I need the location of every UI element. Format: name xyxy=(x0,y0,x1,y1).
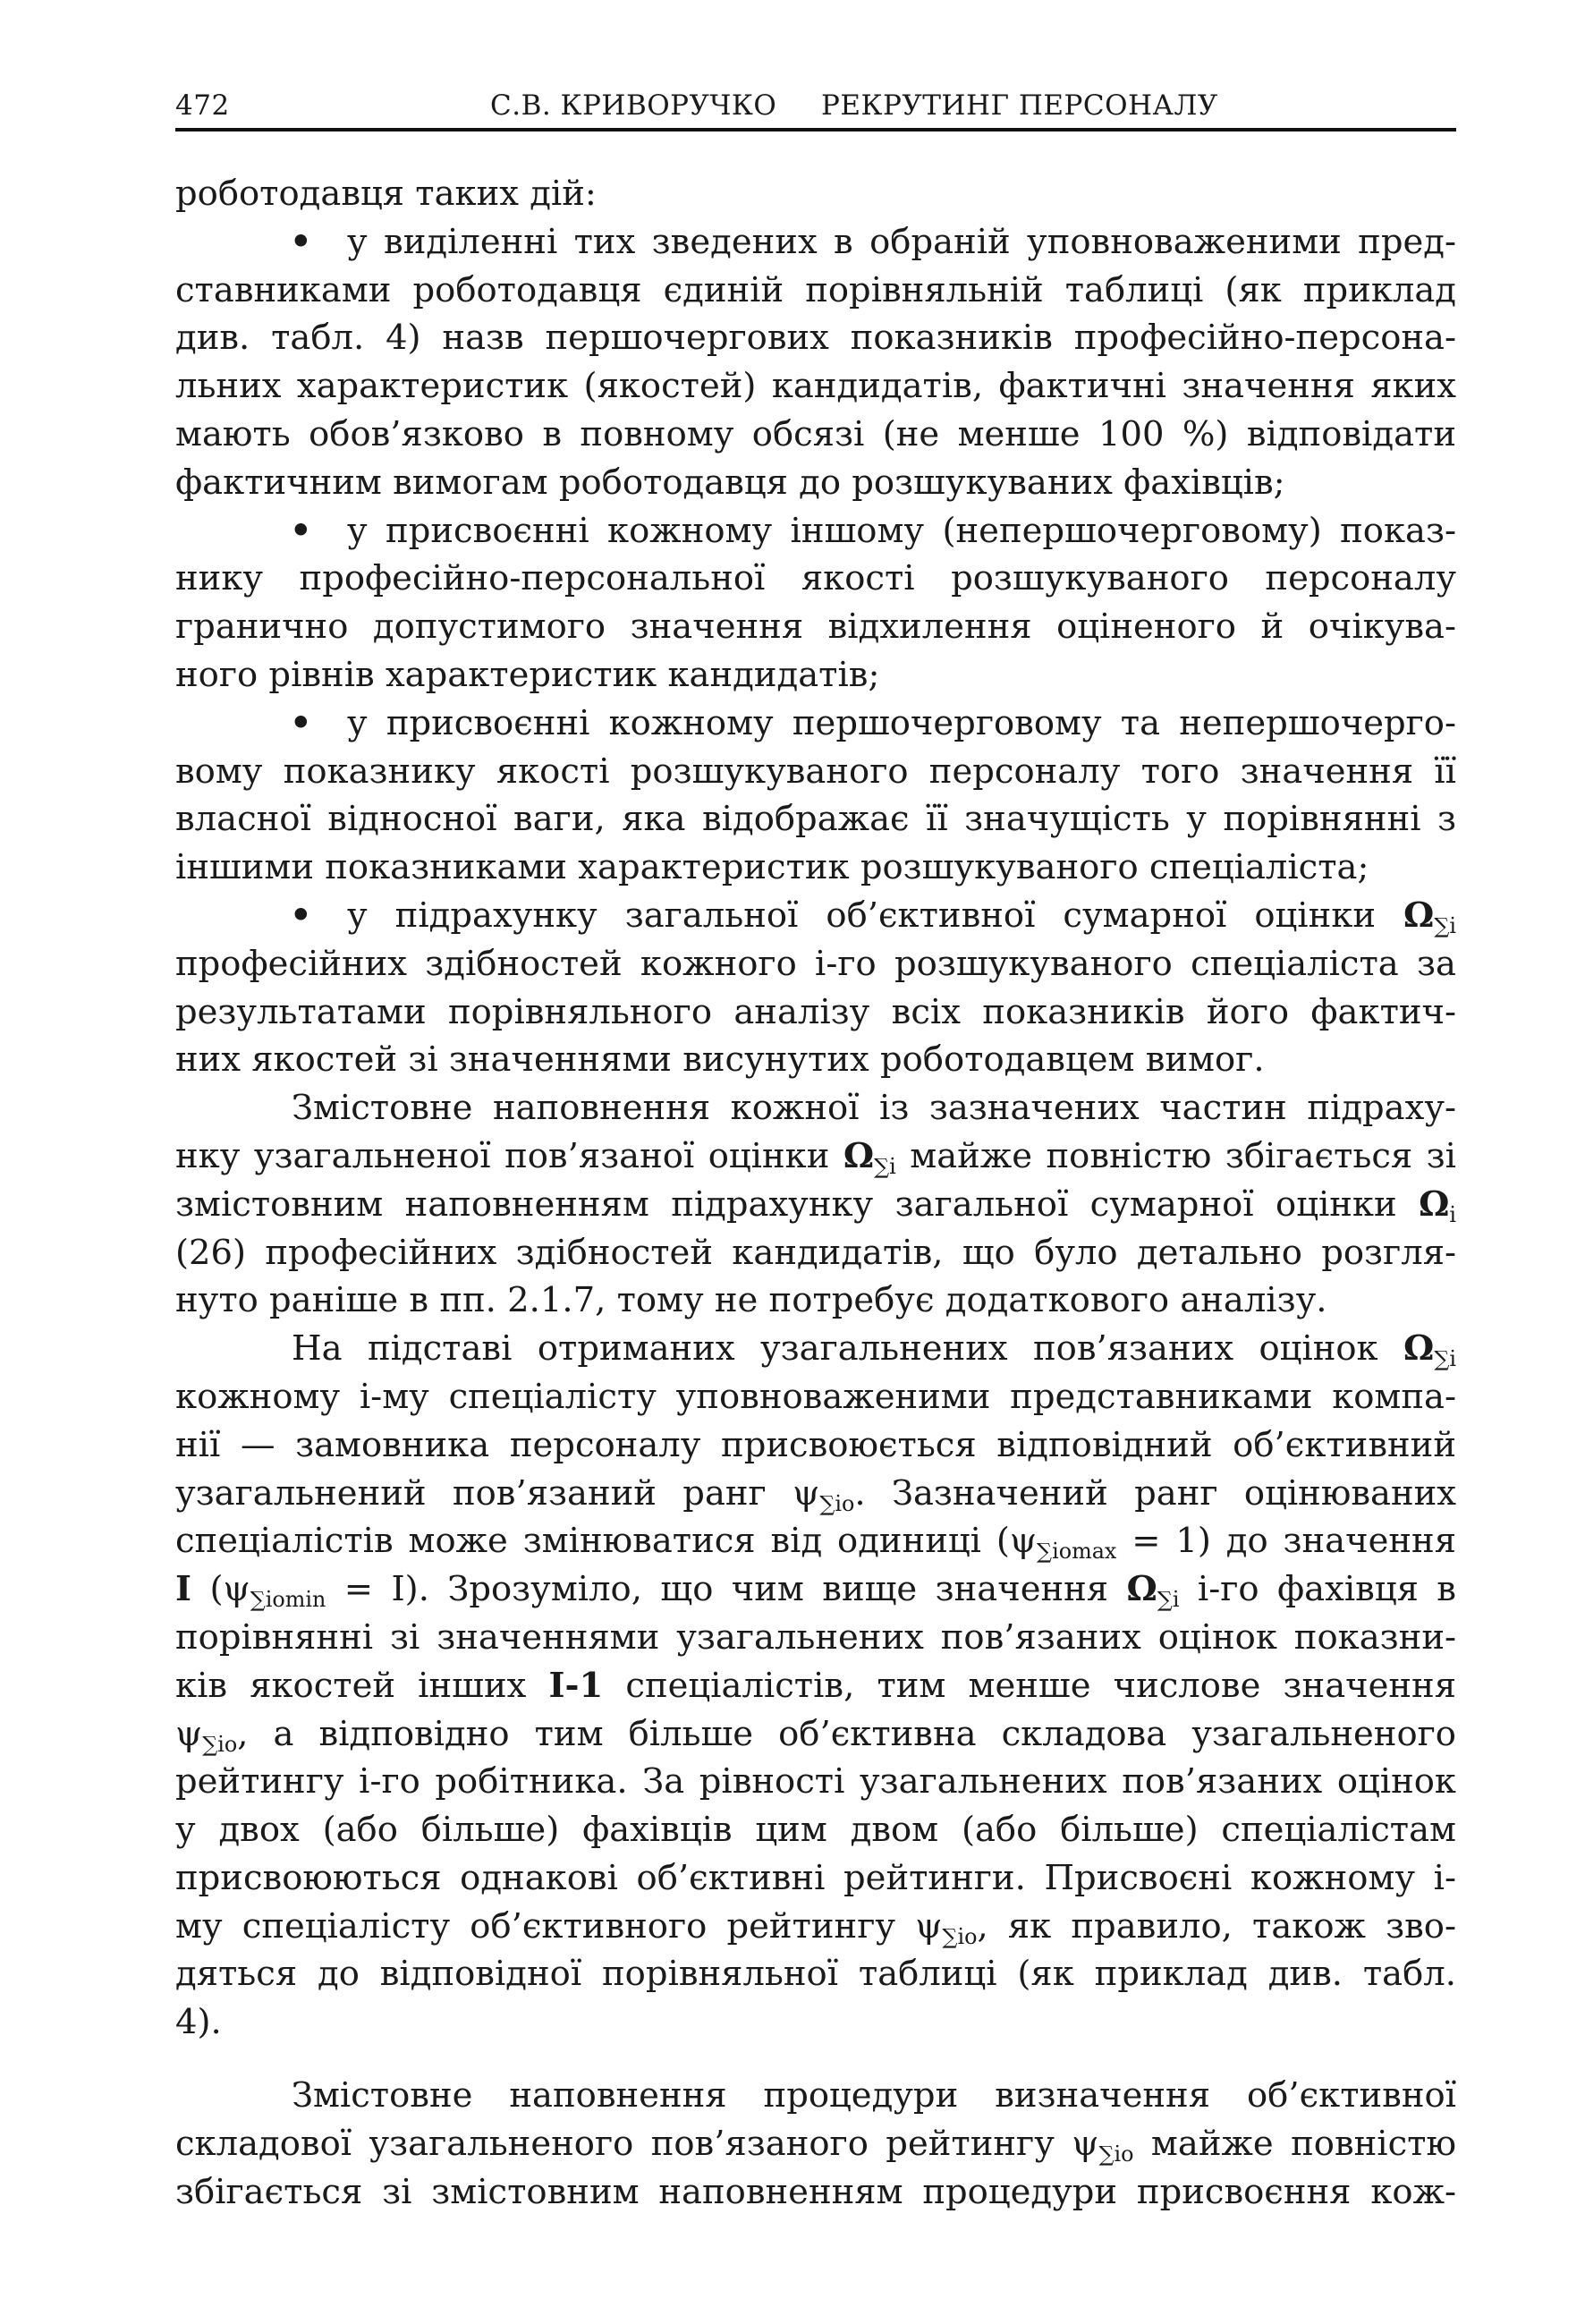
list-item xyxy=(175,700,1456,748)
math-subscript: ∑i xyxy=(1434,912,1456,938)
math-subscript: ∑i xyxy=(1157,1587,1180,1613)
line-text: спеціалістів, тим менше числове значення xyxy=(625,1665,1456,1706)
text-line xyxy=(175,1132,1456,1181)
header-rule xyxy=(175,128,1456,131)
line-text: , а відповідно тим більше об’єктивна складова узагальненого xyxy=(237,1713,1456,1754)
page-header xyxy=(175,86,1456,129)
line-text: . Зазначений ранг оцінюваних xyxy=(854,1472,1456,1514)
psi-symbol: ψ xyxy=(792,1472,820,1514)
text-line: (26) професійних здібностей кандидатів, що було детально розгля- xyxy=(175,1232,1456,1273)
psi-symbol: ψ xyxy=(915,1905,943,1947)
text-line: нії — замовника персоналу присвоюється відповідний об’єктивний xyxy=(175,1424,1456,1465)
text-line: збігається зі змістовним наповненням процедури присвоєння кож- xyxy=(175,2171,1456,2212)
text-line xyxy=(347,892,1456,940)
text-line: льних характеристик (якостей) кандидатів, фактичні значення яких xyxy=(175,366,1456,407)
text-line xyxy=(175,1181,1456,1229)
math-subscript: ∑io xyxy=(942,1923,978,1949)
text-line: у присвоєнні кожному іншому (непершочерговому) показ- xyxy=(347,510,1456,551)
text-line xyxy=(175,1470,1456,1518)
text-line: роботодавця таких дій: xyxy=(175,174,597,214)
text-line: ставниками роботодавця єдиній порівняльній таблиці (як приклад xyxy=(175,269,1456,310)
line-text: му спеціалісту об’єктивного рейтингу xyxy=(175,1905,896,1947)
text-line xyxy=(175,1565,1456,1614)
line-text: і-го фахівця в xyxy=(1197,1569,1456,1610)
text-line: 4). xyxy=(175,2002,222,2043)
line-text: = I). Зрозуміло, що чим вище значення xyxy=(343,1569,1109,1610)
line-text: ків якостей інших xyxy=(175,1665,527,1706)
body-text xyxy=(175,170,1456,2216)
bullet-icon: • xyxy=(290,895,312,936)
running-author: С.В. КРИВОРУЧКО xyxy=(490,89,777,122)
text-line: ного рівнів характеристик кандидатів; xyxy=(175,654,880,695)
line-text: змістовним наповненням підрахунку загальної сумарної оцінки xyxy=(175,1183,1397,1225)
math-subscript: ∑io xyxy=(819,1490,855,1516)
line-text: майже повністю збігається зі xyxy=(910,1135,1456,1176)
text-line xyxy=(175,1710,1456,1759)
text-line: дяться до відповідної порівняльної таблиці (як приклад див. табл. xyxy=(175,1954,1456,1995)
text-line: рейтингу і-го робітника. За рівності узагальнених пов’язаних оцінок xyxy=(175,1761,1456,1802)
omega-symbol: Ω xyxy=(1419,1183,1450,1225)
bullet-icon: • xyxy=(290,702,312,743)
line-text: у підрахунку загальної об’єктивної сумарної оцінки xyxy=(347,895,1377,936)
text-line: нуто раніше в пп. 2.1.7, тому не потребує додаткового аналізу. xyxy=(175,1280,1327,1321)
omega-symbol: Ω xyxy=(1126,1569,1157,1610)
list-item xyxy=(175,218,1456,267)
page-number: 472 xyxy=(175,89,230,122)
text-line: фактичним вимогам роботодавця до розшукуваних фахівців; xyxy=(175,462,1285,503)
math-symbol: I xyxy=(175,1569,192,1610)
paragraph-gap xyxy=(175,2047,1456,2072)
line-text: ( xyxy=(209,1569,224,1610)
text-line: див. табл. 4) назв першочергових показників професійно-персона- xyxy=(175,318,1456,359)
omega-symbol: Ω xyxy=(843,1135,875,1176)
math-subscript: ∑i xyxy=(1434,1346,1456,1372)
line-text: нку узагальненої пов’язаної оцінки xyxy=(175,1135,830,1176)
text-line xyxy=(175,1903,1456,1951)
line-text: , як правило, також зво- xyxy=(977,1905,1456,1947)
list-item xyxy=(175,507,1456,556)
line-text: = 1) до значення xyxy=(1132,1521,1456,1562)
omega-symbol: Ω xyxy=(1403,895,1435,936)
bullet-icon: • xyxy=(290,221,312,262)
text-line: порівнянні зі значеннями узагальнених пов’язаних оцінок показни- xyxy=(175,1616,1456,1658)
text-line xyxy=(175,1662,1456,1710)
psi-symbol: ψ xyxy=(1009,1521,1038,1562)
text-line: мають обов’язково в повному обсязі (не менше 100 %) відповідати xyxy=(175,413,1456,454)
math-subscript: ∑iomin xyxy=(250,1587,326,1613)
text-line: іншими показниками характеристик розшукуваного спеціаліста; xyxy=(175,847,1369,888)
line-text: На підставі отриманих узагальнених пов’язаних оцінок xyxy=(292,1328,1378,1370)
text-line: у виділенні тих зведених в обраній уповноваженими пред- xyxy=(347,221,1456,262)
text-line: присвоюються однакові об’єктивні рейтинги. Присвоєні кожному і- xyxy=(175,1857,1456,1898)
running-title: РЕКРУТИНГ ПЕРСОНАЛУ xyxy=(821,89,1218,122)
text-line xyxy=(175,2120,1456,2168)
line-text: складової узагальненого пов’язаного рейтингу xyxy=(175,2123,1055,2164)
text-line: у присвоєнні кожному першочерговому та непершочерго- xyxy=(347,702,1456,743)
text-line: професійних здібностей кожного і-го розшукуваного спеціаліста за xyxy=(175,943,1456,984)
text-line: Змістовне наповнення процедури визначення об’єктивної xyxy=(292,2075,1456,2116)
text-line: них якостей зі значеннями висунутих роботодавцем вимог. xyxy=(175,1039,1265,1081)
math-subscript: ∑io xyxy=(202,1731,238,1757)
math-subscript: ∑io xyxy=(1098,2141,1134,2167)
psi-symbol: ψ xyxy=(175,1713,203,1754)
text-line: Змістовне наповнення кожної із зазначених частин підраху- xyxy=(292,1088,1456,1129)
psi-symbol: ψ xyxy=(223,1569,250,1610)
text-line: у двох (або більше) фахівців цим двом (або більше) спеціалістам xyxy=(175,1810,1456,1851)
text-line: власної відносної ваги, яка відображає її значущість у порівнянні з xyxy=(175,799,1456,840)
text-line: вому показнику якості розшукуваного персоналу того значення її xyxy=(175,751,1456,792)
text-line: гранично допустимого значення відхилення оціненого й очікува- xyxy=(175,606,1456,648)
line-text: спеціалістів може змінюватися від одиниці ( xyxy=(175,1521,1010,1562)
line-text: майже повністю xyxy=(1150,2123,1456,2164)
text-line xyxy=(175,1517,1456,1565)
psi-symbol: ψ xyxy=(1072,2123,1099,2164)
line-text: узагальнений пов’язаний ранг xyxy=(175,1472,767,1514)
text-line xyxy=(175,1325,1456,1373)
omega-symbol: Ω xyxy=(1403,1328,1435,1370)
text-line: кожному і-му спеціалісту уповноваженими представниками компа- xyxy=(175,1376,1456,1417)
math-symbol: I-1 xyxy=(548,1665,604,1706)
math-subscript: ∑i xyxy=(874,1153,896,1179)
math-subscript: ∑iomax xyxy=(1037,1539,1117,1565)
text-line: результатами порівняльного аналізу всіх показників його фактич- xyxy=(175,991,1456,1032)
math-subscript: i xyxy=(1449,1201,1456,1227)
text-line: нику професійно-персональної якості розшукуваного персоналу xyxy=(175,558,1456,599)
list-item xyxy=(175,892,1456,940)
bullet-icon: • xyxy=(290,510,312,551)
